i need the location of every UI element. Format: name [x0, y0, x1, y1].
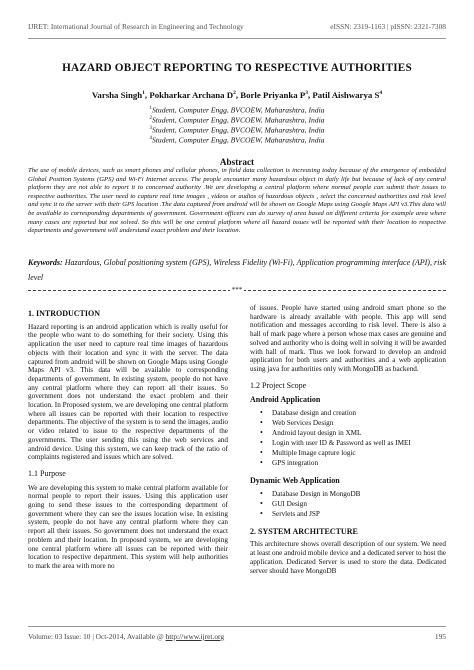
scope-heading: 1.2 Project Scope — [250, 380, 307, 390]
list-item: • Servlets and JSP — [264, 509, 446, 519]
volume-info: Volume: 03 Issue: 10 | Oct-2014, Available @ — [28, 632, 164, 641]
author-name: Patil Aishwarya S — [312, 90, 380, 100]
list-item: • Android layout design in XML — [264, 428, 446, 438]
section-separator — [28, 286, 446, 295]
right-column — [250, 304, 446, 575]
introduction-text: Hazard reporting is an android application which is really useful for the people who want to do something for their society. Using this application the user need to capture real time images of hazardous objects with their location and sync it with the server. The data captured from android will be shown on Google Maps using Google Maps API v3. This data will be available to corresponding departments of government. In existing system, people do not have any central platform where they can report all their issues. So government does not understand the exact problem and their location. In Proposed system, we are developing one central platform where all issues can be reported with their location to respective departments. The objective of the system is to send the images, audio or video related to issue to the respective departments of the governments. The user sending this using the web services and android device. Using this system, we can keep track of the ratio of complaints registered and issues which are solved. — [28, 322, 228, 462]
android-feature-list — [250, 408, 446, 468]
introduction-heading: 1. INTRODUCTION — [28, 309, 101, 318]
architecture-heading: 2. SYSTEM ARCHITECTURE — [250, 526, 358, 536]
abstract-text: The use of mobile devices, such as smart phones and cellular phones, in field data collection is increasing today because of the emergence of embedded Global Position Systems (GPS) and Wi-Fi Internet access. The people encounter many hazardous object in daily life but because of lack of any central platform they are not able to report it to concerned authority .We are developing a central platform where normal people can submit their issues to respective authorities. The user need to capture real time images , videos or audios of hazardous objects , select the concerned authorities and risk level and sync it to the server with their GPS location .The data captured from android will be shown on Google Maps using Google Maps API v3.This data will be available to corresponding departments of government. Government officers can do survey of area based on different criteria for example area where many cases are reported but not solved. So this will be one central platform where all hazard issues will be reported with their location to respective departments and government will understand exact problem and their location. — [28, 167, 446, 235]
author-name: Varsha Singh — [91, 90, 143, 100]
footer-volume — [28, 632, 224, 641]
affiliation — [20, 134, 454, 146]
abstract-heading: Abstract — [219, 157, 255, 167]
separator-stars: *** — [231, 286, 243, 294]
affiliation-text: Student, Computer Engg, BVCOEW, Maharashtra, India — [152, 105, 325, 115]
author-name: Borle Priyanka P — [240, 90, 306, 100]
author-mark: 4 — [379, 90, 383, 97]
keywords-text: Hazardous, Global positioning system (GPS), Wireless Fidelity (Wi-Fi), Application programming interface (API), risk level — [28, 258, 447, 282]
list-item: • Database design and creation — [264, 408, 446, 418]
affiliation-mark: 2 — [149, 116, 152, 121]
purpose-continued-text: of issues. People have started using android smart phone so the hardware is already available with people. This app will send notification and messages according to risk level. There is also a hall of mark page where a person whose max cases are genuine and solved and authority who is doing well in solving it will be awarded with hall of mark. Thus we look forward to develop an android application for both users and authorities and a web application using java for authorities only with MongoDB as backend. — [250, 304, 446, 373]
author-list: Varsha Singh$^1$, Pokharkar Archana $D^2$, Borle Priyanka $P^3$, Patil Aishwarya $S^4$ — [91, 90, 383, 100]
list-item: • GPS integration — [264, 458, 446, 468]
issn: eISSN: 2319-1163 | pISSN: 2321-7308 — [330, 22, 446, 31]
affiliation-text: Student, Computer Engg, BVCOEW, Maharashtra, India — [152, 115, 325, 125]
android-app-heading: Android Application — [250, 395, 321, 405]
running-header — [28, 22, 446, 31]
author-mark: 3 — [305, 90, 308, 97]
left-column — [28, 304, 228, 571]
purpose-heading: 1.1 Purpose — [28, 468, 66, 478]
keywords — [28, 255, 446, 285]
affiliation-mark: 1 — [149, 106, 152, 111]
list-item: • Database Design in MongoDB — [264, 489, 446, 499]
list-item: • Login with user ID & Password as well as IMEI — [264, 438, 446, 448]
affiliation-text: Student, Computer Engg, BVCOEW, Maharashtra, India — [152, 135, 325, 145]
journal-link[interactable]: http://www.ijret.org — [165, 632, 225, 641]
page-number: 195 — [434, 632, 446, 641]
purpose-text: We are developing this system to make central platform available for normal people to report their issues. Using this application user going to send these issues to the corresponding department of government where they can see the issues location wise. In existing system, people do not have any central platform where they can report all their issues. So government does not understand the exact problem and their location. In proposed system, we are developing one central platform where all issues can be reported with their location to respective department. This system will help authorities to mark the area with more no — [28, 483, 228, 570]
paper-title: HAZARD OBJECT REPORTING TO RESPECTIVE AUTHORITIES — [62, 62, 412, 74]
web-feature-list — [250, 489, 446, 519]
web-app-heading: Dynamic Web Application — [250, 476, 340, 486]
list-item: • Multiple Image capture logic — [264, 448, 446, 458]
author-mark: 1 — [142, 90, 145, 97]
running-footer — [28, 632, 446, 641]
journal-name: IJRET: International Journal of Research in Engineering and Technology — [28, 22, 244, 31]
footer-rule — [28, 626, 446, 627]
affiliation-mark: 4 — [149, 136, 152, 141]
keywords-label: Keywords: — [28, 258, 63, 267]
author-mark: 2 — [233, 90, 236, 97]
affiliation-mark: 3 — [149, 126, 152, 131]
list-item: • Web Services Design — [264, 418, 446, 428]
author-name: Pokharkar Archana D — [149, 90, 234, 100]
architecture-text: This architecture shows overall description of our system. We need at least one android mobile device and a dedicated server to host the application. Dedicated Server is used to store the data. Dedicated server should have MongoDB — [250, 540, 446, 575]
list-item: • GUI Design — [264, 499, 446, 509]
affiliation-text: Student, Computer Engg, BVCOEW, Maharashtra, India — [152, 125, 325, 135]
header-rule — [28, 38, 446, 39]
